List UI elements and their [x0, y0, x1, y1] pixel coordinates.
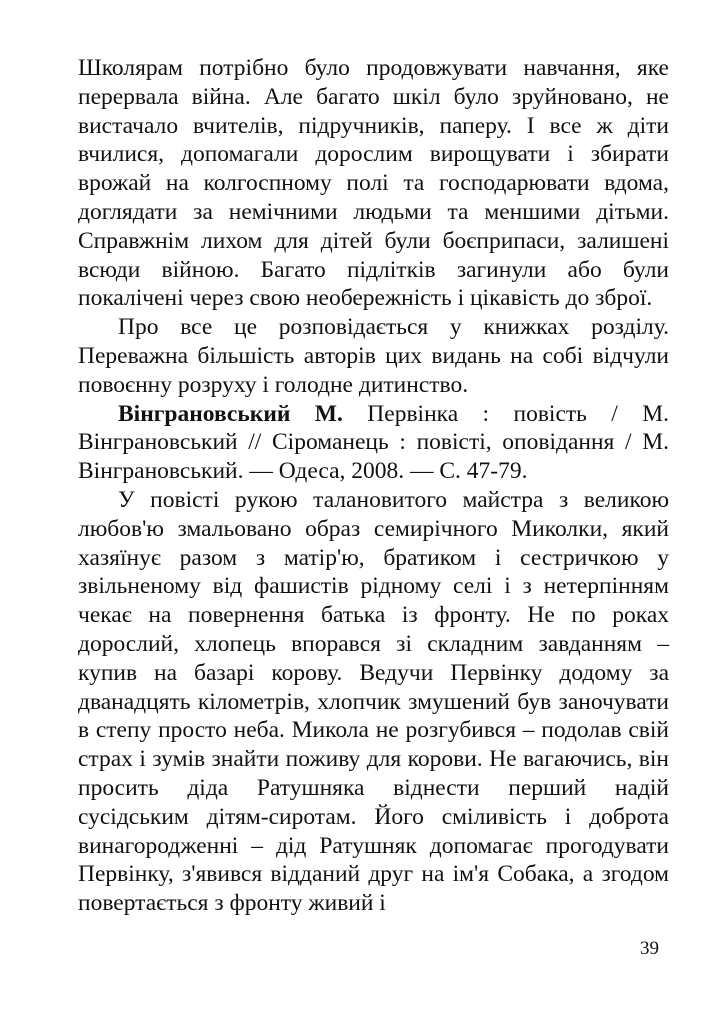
entry-author: Вінграновський М.	[118, 400, 343, 427]
bibliographic-entry	[78, 400, 669, 486]
paragraph-wartime-schoolchildren: Школярам потрібно було продовжувати навчання, яке перервала війна. Але багато шкіл було зруйновано, не вистачало вчителів, підручників, паперу. І все ж діти вчилися, допомагали дорослим вирощувати і збирати врожай на колгоспному полі та господарювати вдома, доглядати за немічними людьми та меншими дітьми. Справжнім лихом для дітей були боєприпаси, залишені всюди війною. Багато підлітків загинули або були покалічені через свою необережність і цікавість до зброї.	[78, 55, 669, 312]
page-number: 39	[640, 938, 659, 959]
paragraph-section-intro: Про все це розповідається у книжках розділу. Переважна більшість авторів цих видань на собі відчули повоєнну розруху і голодне дитинство.	[78, 314, 669, 398]
paragraph-book-summary: У повісті рукою талановитого майстра з великою любов'ю змальовано образ семирічного Миколки, який хазяїнує разом з матір'ю, братиком і сестричкою у звільненому від фашистів рідному селі і з нетерпінням чекає на повернення батька із фронту. Не по роках дорослий, хлопець впорався зі складним завданням – купив на базарі корову. Ведучи Первінку додому за дванадцять кілометрів, хлопчик змушений був заночувати в степу просто неба. Микола не розгубився – подолав свій страх і зумів знайти поживу для корови. Не вагаючись, він просить діда Ратушняка віднести перший надій сусідським дітям-сиротам. Його сміливість і доброта винагородженні – дід Ратушняк допомагає прогодувати Первінку, з'явився відданий друг на ім'я Собака, а згодом повертається з фронту живий і	[78, 486, 669, 917]
page-body	[78, 54, 669, 918]
entry-citation: Первінка : повість / М. Вінграновський // Сіроманець : повісті, оповідання / М. Вінграновський. — Одеса, 2008. — С. 47-79.	[78, 400, 669, 485]
